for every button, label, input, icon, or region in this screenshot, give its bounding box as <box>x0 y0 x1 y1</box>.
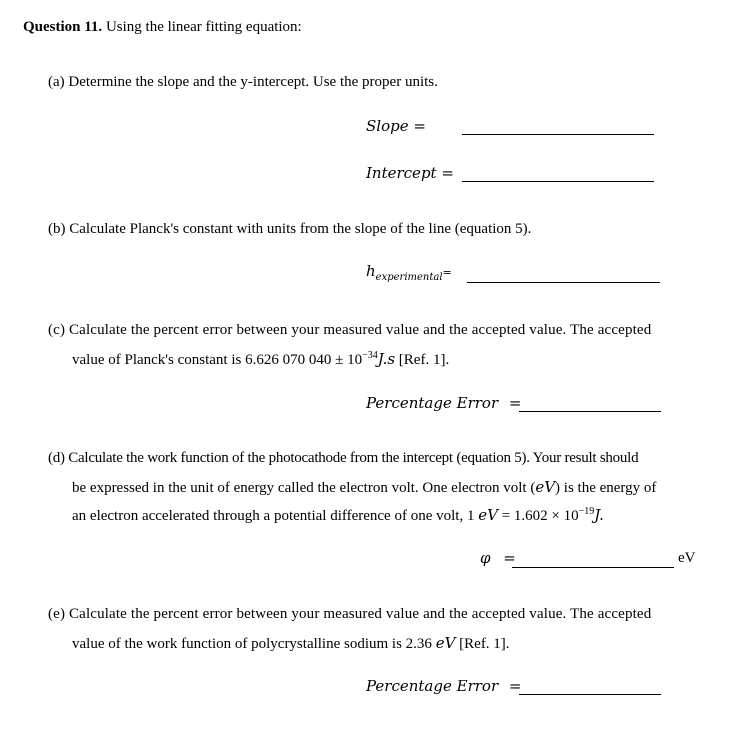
percentage-error-label-c: Percentage Error = <box>366 394 522 412</box>
h-experimental-label: $h_{experimental}=$ <box>366 262 452 283</box>
percentage-error-answer-blank-e[interactable] <box>519 694 661 695</box>
part-d-line1: (d) Calculate the work function of the photocathode from the intercept (equation 5). Your result should <box>48 450 639 466</box>
part-d-line3: an electron accelerated through a potential difference of one volt, 1 eV = $1.602 \times 10^{-19}J$. <box>72 506 604 524</box>
part-b-text: (b) Calculate Planck's constant with units from the slope of the line (equation 5). <box>48 221 532 237</box>
part-d-line2: be expressed in the unit of energy called the electron volt. One electron volt (eV) is the energy of <box>72 478 657 496</box>
percentage-error-answer-blank-c[interactable] <box>519 411 661 412</box>
part-e-line1: (e) Calculate the percent error between your measured value and the accepted value. The accepted <box>48 606 652 622</box>
work-function-unit: eV <box>678 550 696 566</box>
question-text: Using the linear fitting equation: <box>105 19 302 35</box>
percentage-error-label-e: Percentage Error = <box>366 677 522 695</box>
h-experimental-answer-blank[interactable] <box>467 282 660 283</box>
question-number: Question 11. <box>23 19 103 35</box>
part-c-line2: value of Planck's constant is 6.626 070 $040 \pm 10^{-34}J.s$ [Ref. 1]. <box>72 350 450 368</box>
part-e-line2: value of the work function of polycrystalline sodium is 2.36 eV [Ref. 1]. <box>72 634 510 652</box>
question-title <box>23 19 302 36</box>
intercept-answer-blank[interactable] <box>462 181 654 182</box>
intercept-label: Intercept = <box>366 164 454 182</box>
work-function-label: φ = <box>480 549 516 567</box>
part-a-text: (a) Determine the slope and the y-intercept. Use the proper units. <box>48 74 438 90</box>
work-function-answer-blank[interactable] <box>512 567 674 568</box>
slope-answer-blank[interactable] <box>462 134 654 135</box>
slope-label: Slope = <box>366 117 426 135</box>
part-c-line1: (c) Calculate the percent error between your measured value and the accepted value. The accepted <box>48 322 652 338</box>
